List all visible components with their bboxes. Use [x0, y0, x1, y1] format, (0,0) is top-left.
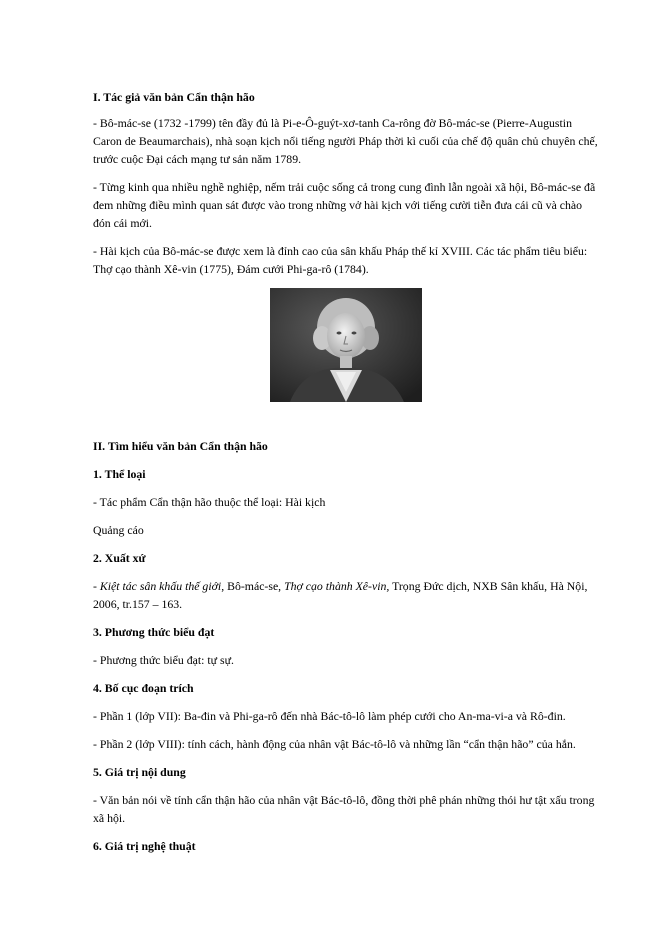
ad-label: Quảng cáo	[93, 523, 144, 537]
section2-heading: II. Tìm hiểu văn bản Cẩn thận hão	[93, 439, 268, 453]
author-career-paragraph: - Từng kinh qua nhiều nghề nghiệp, nếm trải cuộc sống cả trong cung đình lẫn ngoài xã hội, Bô-mác-se đã đem những điều mình quan sát được vào trong những vở hài kịch với tiếng cười tiễn đưa cái cũ và chào đón cái mới.	[93, 180, 596, 230]
origin-text	[93, 577, 598, 613]
section1-heading: I. Tác giả văn bản Cẩn thận hão	[93, 90, 255, 104]
structure-heading: 4. Bố cục đoạn trích	[93, 681, 194, 695]
origin-heading: 2. Xuất xứ	[93, 551, 146, 565]
expression-text: - Phương thức biểu đạt: tự sự.	[93, 653, 234, 667]
origin-publisher: Trọng Đức dịch, NXB Sân khấu, Hà Nội, 2006, tr.157 – 163.	[93, 579, 588, 611]
author-works-paragraph: - Hài kịch của Bô-mác-se được xem là đỉnh cao của sân khấu Pháp thế kỉ XVIII. Các tác phẩm tiêu biểu: Thợ cạo thành Xê-vin (1775), Đám cưới Phi-ga-rô (1784).	[93, 244, 588, 276]
expression-heading: 3. Phương thức biểu đạt	[93, 625, 215, 639]
structure-part1: - Phần 1 (lớp VII): Ba-đin và Phi-ga-rô đến nhà Bác-tô-lô làm phép cưới cho An-ma-vi-a và Rô-đin.	[93, 709, 566, 723]
content-value-heading: 5. Giá trị nội dung	[93, 765, 186, 779]
author-bio-paragraph: - Bô-mác-se (1732 -1799) tên đầy đủ là Pi-e-Ô-guýt-xơ-tanh Ca-rông đờ Bô-mác-se (Pierre-Augustin Caron de Beaumarchais), nhà soạn kịch nổi tiếng người Pháp thời kì cuối của chế độ quân chủ chuyên chế, trước cuộc Đại cách mạng tư sản năm 1789.	[93, 116, 598, 166]
origin-play-title: Thợ cạo thành Xê-vin,	[284, 579, 390, 593]
origin-book-title: - Kiệt tác sân khấu thế giới	[93, 579, 222, 593]
genre-heading: 1. Thể loại	[93, 467, 146, 481]
author-portrait-image	[270, 288, 422, 402]
art-value-heading: 6. Giá trị nghệ thuật	[93, 839, 196, 853]
document-page	[93, 88, 598, 865]
origin-author: , Bô-mác-se,	[221, 579, 285, 593]
structure-part2: - Phần 2 (lớp VIII): tính cách, hành động của nhân vật Bác-tô-lô và những lần “cẩn thận hão” của hắn.	[93, 737, 576, 751]
content-value-text: - Văn bản nói về tính cẩn thận hão của nhân vật Bác-tô-lô, đồng thời phê phán những thói hư tật xấu trong xã hội.	[93, 793, 595, 825]
genre-text: - Tác phẩm Cẩn thận hão thuộc thể loại: Hài kịch	[93, 495, 326, 509]
